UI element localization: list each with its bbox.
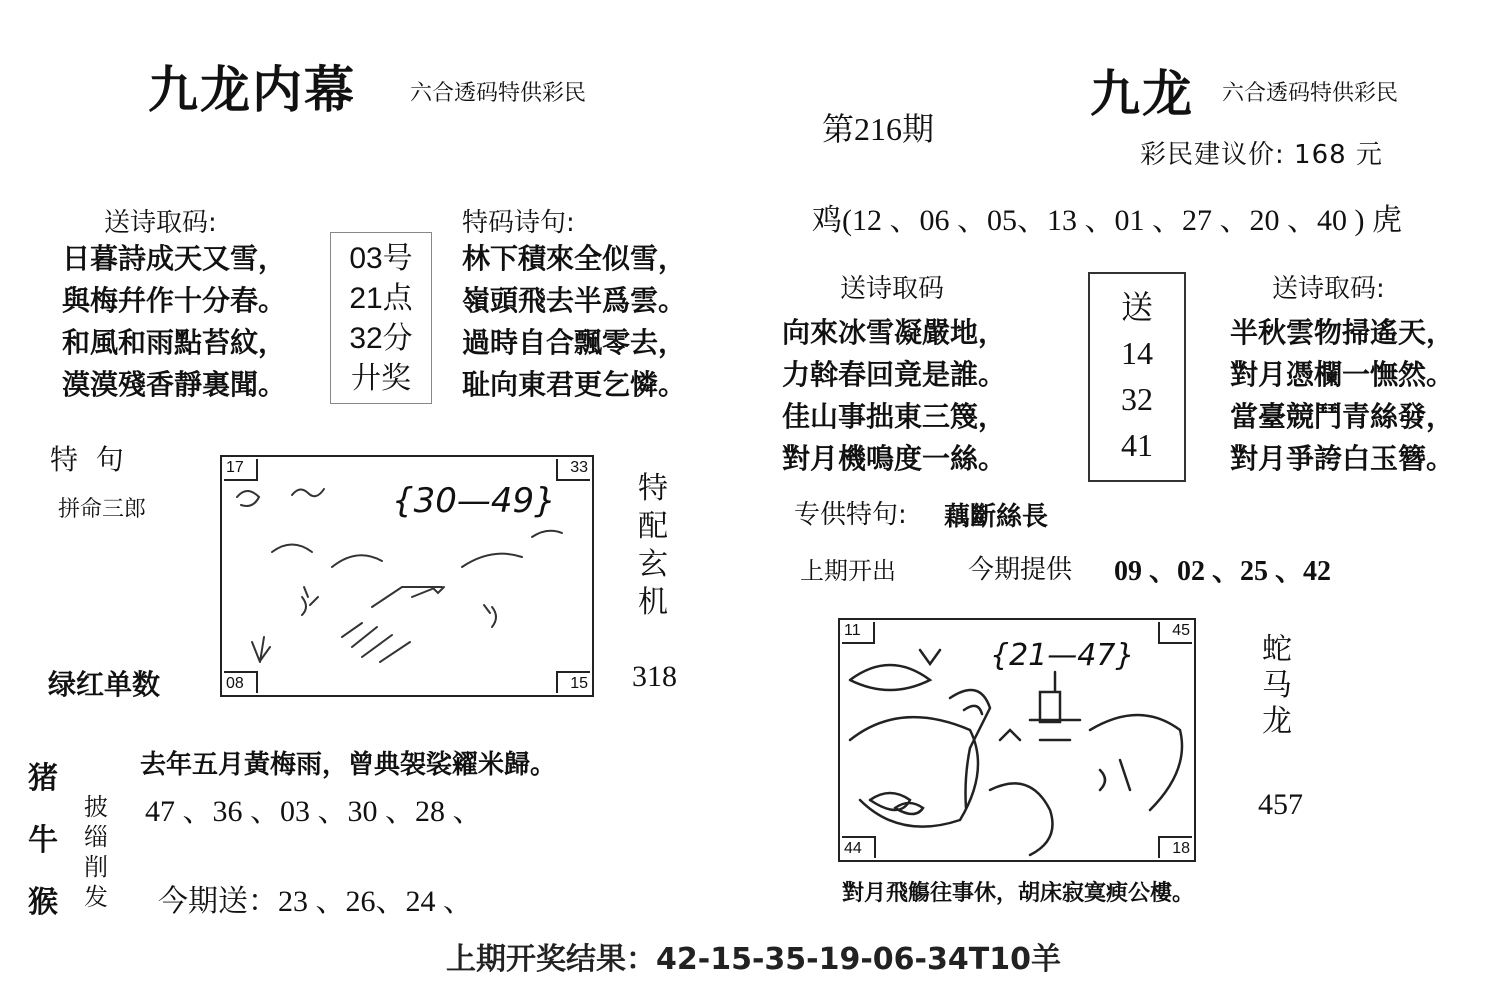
poem-line: 耻向東君更乞憐。 xyxy=(462,368,687,401)
vertical-char: 牛 xyxy=(28,823,58,858)
vertical-char: 缁 xyxy=(84,823,108,851)
right-center-box xyxy=(1088,272,1186,482)
footer-result: 上期开奖结果：42-15-35-19-06-34T10羊 xyxy=(446,942,1061,977)
left-picture-annotation: {30—49} xyxy=(392,481,556,521)
box-line: 41 xyxy=(1121,427,1153,463)
vertical-char: 马 xyxy=(1262,668,1292,703)
poem-line: 對月憑欄一憮然。 xyxy=(1230,358,1455,391)
vertical-char: 玄 xyxy=(638,547,668,582)
corner-number: 33 xyxy=(556,459,590,481)
special-text: 藕斷絲長 xyxy=(944,502,1049,532)
special-poem-label: 特码诗句: xyxy=(462,208,575,238)
box-line: 送 xyxy=(1120,289,1153,325)
right-caption: 對月飛觴往事休，胡床寂寞瘐公樓。 xyxy=(842,880,1195,906)
right-poem-label-right: 送诗取码: xyxy=(1272,274,1385,304)
left-verse: 去年五月黃梅雨，曾典袈裟糴米歸。 xyxy=(140,750,557,780)
hair-vertical xyxy=(84,792,108,912)
right-picture xyxy=(838,618,1196,862)
special-label: 专供特句: xyxy=(794,500,907,530)
number-line: 鸡(12 、06 、05、13 、01 、27 、20 、40 ) 虎 xyxy=(812,204,1402,237)
zodiac-vertical-left xyxy=(28,748,58,934)
left-poem xyxy=(62,238,286,406)
poem-line: 對月爭誇白玉簪。 xyxy=(1230,442,1455,475)
corner-number: 45 xyxy=(1158,622,1192,644)
poem-line: 當臺競鬥青絲發， xyxy=(1230,400,1455,433)
corner-number: 44 xyxy=(842,836,876,858)
poem-line: 日暮詩成天又雪， xyxy=(62,242,287,275)
left-center-box xyxy=(330,232,432,404)
poem-line: 嶺頭飛去半爲雲。 xyxy=(462,284,687,317)
box-line: 03号 xyxy=(349,242,413,275)
poem-line: 佳山事拙東三篾， xyxy=(782,400,1007,433)
poem-line: 半秋雲物掃遙天， xyxy=(1230,316,1455,349)
poem-line: 林下積來全似雪， xyxy=(462,242,687,275)
box-line: 14 xyxy=(1121,335,1153,371)
special-poem xyxy=(462,238,686,406)
right-poem-right xyxy=(1230,312,1454,480)
corner-number: 11 xyxy=(842,622,875,644)
vertical-char: 特 xyxy=(638,471,668,506)
price-label: 彩民建议价: 168 元 xyxy=(1140,140,1383,170)
numbers-line: 47 、36 、03 、30 、28 、 xyxy=(145,795,483,828)
poem-line: 和風和雨點苔紋， xyxy=(62,326,287,359)
bottom-left-label: 绿红单数 xyxy=(48,668,161,701)
vertical-char: 龙 xyxy=(1262,704,1292,739)
corner-number: 08 xyxy=(224,671,258,693)
left-poem-label: 送诗取码: xyxy=(104,208,217,238)
period-label: 第216期 xyxy=(822,111,935,147)
left-title: 九龙内幕 xyxy=(148,60,356,119)
poem-line: 漠漠殘香靜裏聞。 xyxy=(62,368,287,401)
vertical-char: 削 xyxy=(84,853,108,881)
right-title: 九龙 xyxy=(1090,64,1194,123)
vertical-char: 蛇 xyxy=(1262,632,1292,667)
left-subtitle: 六合透码特供彩民 xyxy=(410,81,587,106)
box-line: 32 xyxy=(1121,381,1153,417)
left-picture xyxy=(220,455,594,697)
special-phrase: 拼命三郎 xyxy=(58,497,147,522)
left-side-vertical xyxy=(638,470,668,622)
last-issue-label: 上期开出 xyxy=(800,557,896,585)
box-line: 32分 xyxy=(349,322,413,355)
today-send: 今期送：23 、26、24 、 xyxy=(158,885,473,918)
special-phrase-label: 特 句 xyxy=(50,443,124,476)
vertical-char: 披 xyxy=(84,793,108,821)
right-side-number: 457 xyxy=(1258,788,1303,821)
box-line: 21点 xyxy=(349,282,413,315)
vertical-char: 发 xyxy=(84,883,108,911)
left-side-number: 318 xyxy=(632,660,677,693)
zodiac-vertical-right xyxy=(1262,632,1292,740)
current-numbers: 09 、02 、25 、42 xyxy=(1114,556,1332,587)
corner-number: 17 xyxy=(224,459,258,481)
corner-number: 15 xyxy=(556,671,590,693)
box-line: 廾奖 xyxy=(351,362,411,395)
right-subtitle: 六合透码特供彩民 xyxy=(1222,81,1399,106)
poem-line: 與梅幷作十分春。 xyxy=(62,284,287,317)
poem-line: 過時自合飄零去， xyxy=(462,326,687,359)
current-label: 今期提供 xyxy=(968,555,1073,585)
vertical-char: 猴 xyxy=(28,885,58,920)
poem-line: 力斡春回竟是誰。 xyxy=(782,358,1007,391)
vertical-char: 机 xyxy=(638,585,668,620)
poem-line: 向來冰雪凝嚴地， xyxy=(782,316,1007,349)
right-poem-label-left: 送诗取码 xyxy=(840,274,945,304)
poem-line: 對月機鳴度一絲。 xyxy=(782,442,1007,475)
corner-number: 18 xyxy=(1158,836,1192,858)
right-picture-annotation: {21—47} xyxy=(990,638,1135,673)
vertical-char: 配 xyxy=(638,509,668,544)
right-poem-left xyxy=(782,312,1006,480)
vertical-char: 猪 xyxy=(28,761,58,796)
